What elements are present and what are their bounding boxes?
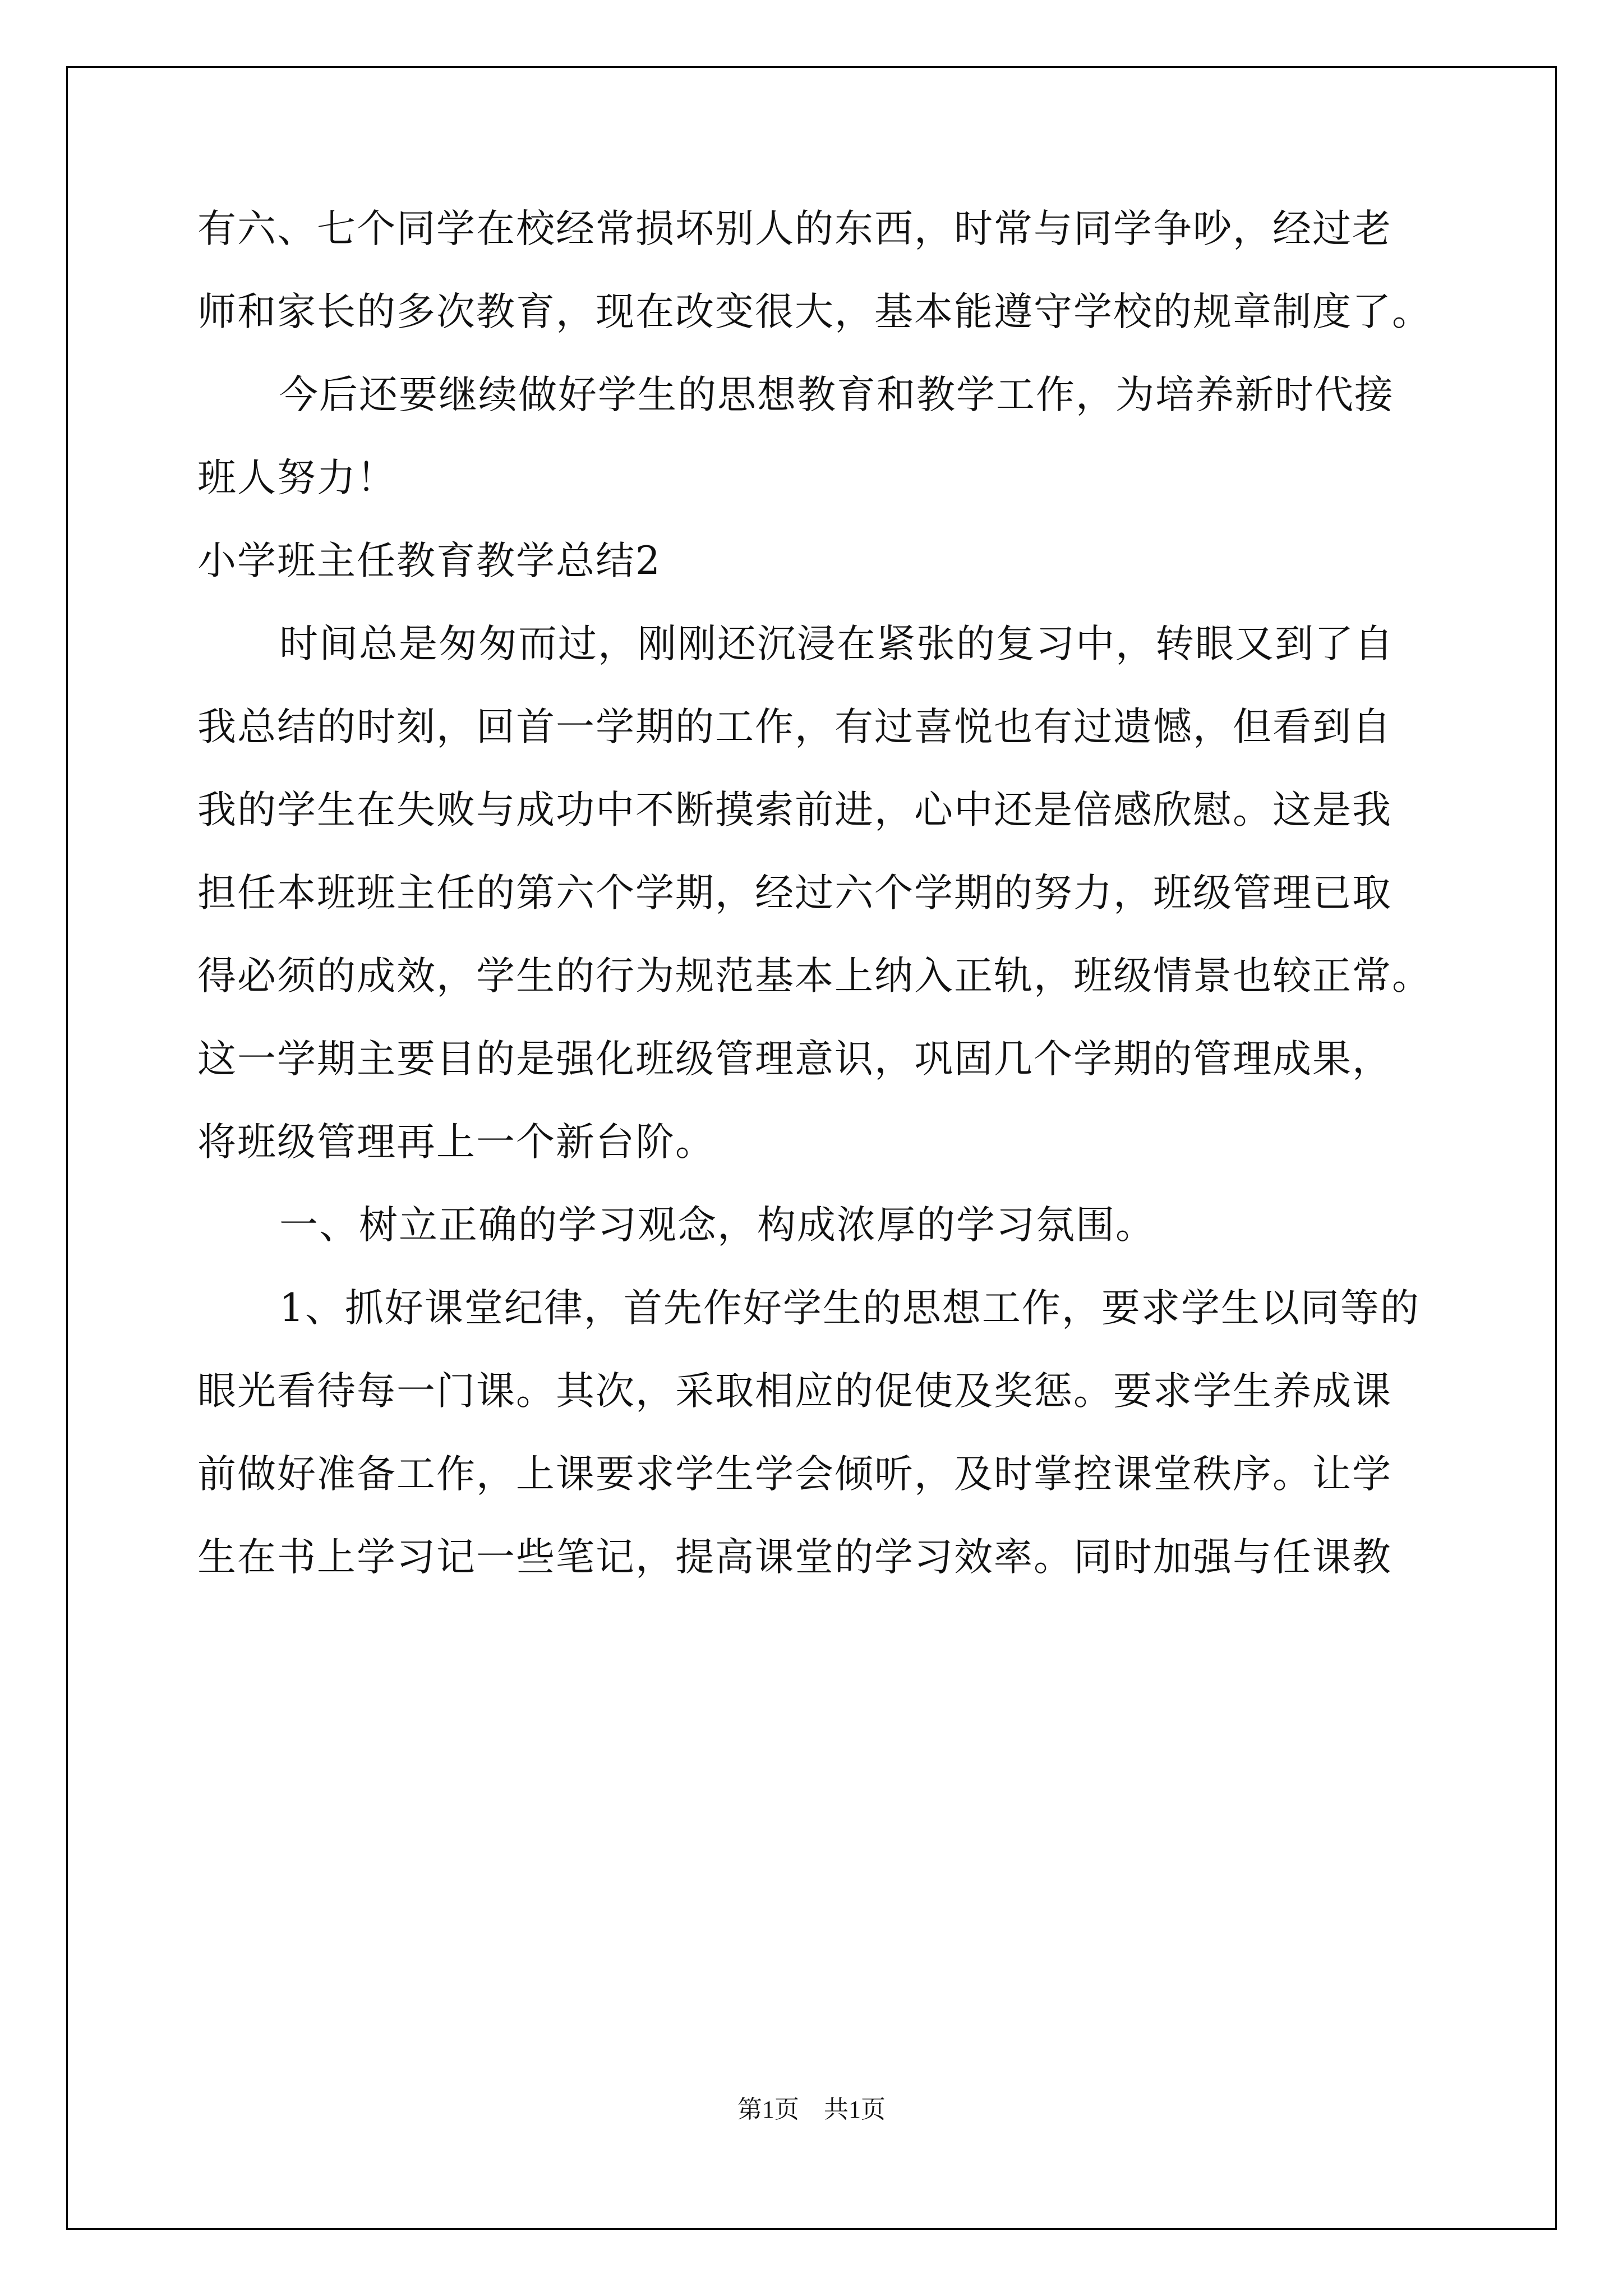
text-line: 眼光看待每一门课。其次，采取相应的促使及奖惩。要求学生养成课: [197, 1369, 1392, 1414]
text-line: 有六、七个同学在校经常损坏别人的东西，时常与同学争吵，经过老: [197, 206, 1392, 251]
text-line: 我总结的时刻，回首一学期的工作，有过喜悦也有过遗憾，但看到自: [197, 705, 1392, 749]
paragraph-start: 今后还要继续做好学生的思想教育和教学工作，为培养新时代接: [279, 372, 1394, 417]
text-line: 担任本班班主任的第六个学期，经过六个学期的努力，班级管理已取: [197, 871, 1392, 915]
text-line: 我的学生在失败与成功中不断摸索前进，心中还是倍感欣慰。这是我: [197, 788, 1392, 832]
page-footer: [0, 2095, 1623, 2124]
page-total: 共1页: [824, 2096, 886, 2123]
text-line: 生在书上学习记一些笔记，提高课堂的学习效率。同时加强与任课教: [197, 1535, 1392, 1580]
section-heading: 小学班主任教育教学总结2: [197, 539, 661, 583]
text-line: 班人努力！: [197, 455, 396, 500]
text-line: 这一学期主要目的是强化班级管理意识，巩固几个学期的管理成果，: [197, 1037, 1392, 1082]
text-line: 将班级管理再上一个新台阶。: [197, 1120, 715, 1165]
text-line: 得必须的成效，学生的行为规范基本上纳入正轨，班级情景也较正常。: [197, 954, 1432, 999]
subheading: 一、树立正确的学习观念，构成浓厚的学习氛围。: [279, 1203, 1155, 1248]
page-number: 第1页: [737, 2096, 799, 2123]
text-line: 前做好准备工作，上课要求学生学会倾听，及时掌控课堂秩序。让学: [197, 1452, 1392, 1497]
paragraph-start: 1、抓好课堂纪律，首先作好学生的思想工作，要求学生以同等的: [279, 1286, 1420, 1331]
text-line: 师和家长的多次教育，现在改变很大，基本能遵守学校的规章制度了。: [197, 289, 1432, 334]
paragraph-start: 时间总是匆匆而过，刚刚还沉浸在紧张的复习中，转眼又到了自: [279, 622, 1394, 666]
